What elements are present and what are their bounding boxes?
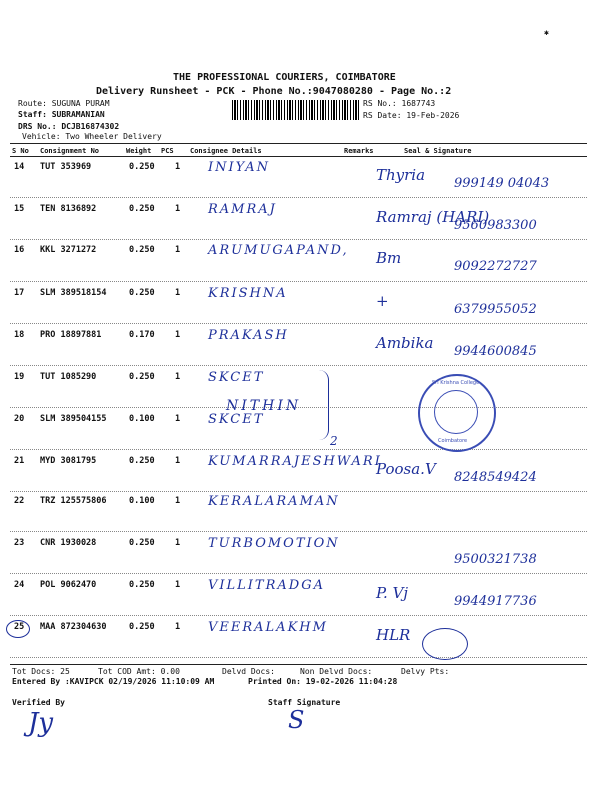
row-consignment: SLM 389504155 [40,414,107,424]
row-consignee-name: VILLITRADGA [208,578,325,593]
row-divider [10,531,587,532]
tot-cod: Tot COD Amt: 0.00 [98,667,180,676]
stamp-sub: Coimbatore [438,438,468,444]
row-signature-phone: 9500321738 [454,552,537,567]
row-pcs: 1 [175,372,181,382]
row-divider [10,573,587,574]
row-25-circle [6,620,30,638]
row-consignee-name: KRISHNA [208,286,288,301]
row-signature-phone: 9560983300 [454,218,537,233]
row-weight: 0.100 [129,414,155,424]
row-pcs: 1 [175,330,181,340]
stamp-name: Sri Krishna College [432,380,480,386]
row-consignment: TUT 353969 [40,162,92,172]
row-consignment: MYD 3081795 [40,456,97,466]
row-pcs: 1 [175,496,181,506]
vehicle-label: Vehicle: Two Wheeler Delivery [22,132,162,141]
row-consignee-name: RAMRAJ [208,202,277,217]
row-weight: 0.250 [129,162,155,172]
row-signature: Ambika [376,334,434,352]
footer-top-rule [10,664,587,665]
row-signature-phone: 999149 04043 [454,176,550,191]
verified-signature: Jy [28,708,54,738]
row-signature: Thyria [376,166,426,184]
verified-by-label: Verified By [12,698,65,707]
row-signature-phone: 9944600845 [454,344,537,359]
row-consignee-name: VEERALAKHM [208,620,328,635]
staff-signature-label: Staff Signature [268,698,341,707]
col-seal: Seal & Signature [404,147,472,155]
row-pcs: 1 [175,414,181,424]
row-consignment: PRO 18897881 [40,330,102,340]
row-pcs: 1 [175,245,181,255]
row-divider [10,239,587,240]
row-sno: 19 [14,372,25,382]
row-weight: 0.170 [129,330,155,340]
drs-label: DRS No.: DCJB16874302 [18,122,120,131]
row-weight: 0.250 [129,622,155,632]
row-consignment: MAA 872304630 [40,622,107,632]
row-sno: 24 [14,580,25,590]
row-consignment: TRZ 125575806 [40,496,107,506]
staff-signature-mark: S [288,706,305,734]
staff-label: Staff: SUBRAMANIAN [18,110,105,119]
row-weight: 0.250 [129,288,155,298]
rs-date: RS Date: 19-Feb-2026 [363,111,460,120]
row-consignee-name: KUMARRAJESHWARI [208,454,382,469]
hlr-circle [422,628,468,660]
row-divider [10,365,587,366]
row-pcs: 1 [175,580,181,590]
row-consignee-name: SKCET [208,370,265,385]
header-bottom-rule [10,156,587,157]
header-top-rule [10,143,587,144]
row-sno: 16 [14,245,25,255]
col-consignee: Consignee Details [190,147,262,155]
row-signature: P. Vj [376,584,409,602]
row-signature: HLR [376,626,411,644]
row-consignment: TUT 1085290 [40,372,97,382]
row-sno: 18 [14,330,25,340]
company-title: THE PROFESSIONAL COURIERS, COIMBATORE [173,72,396,83]
delvy-pts: Delvy Pts: [401,667,450,676]
row-consignee-name: SKCET [208,412,265,427]
non-delvd-docs: Non Delvd Docs: [300,667,373,676]
col-sno: S No [12,147,29,155]
row-consignee-name: TURBOMOTION [208,536,340,551]
corner-mark: ✱ [544,28,549,37]
row-weight: 0.250 [129,580,155,590]
row-sno: 23 [14,538,25,548]
row-divider [10,323,587,324]
col-remarks: Remarks [344,147,374,155]
row-sno: 14 [14,162,25,172]
col-consignment: Consignment No [40,147,100,155]
row-consignment: TEN 8136892 [40,204,97,214]
printed-on: Printed On: 19-02-2026 11:04:28 [248,677,398,686]
row-signature: Poosa.V [376,460,436,478]
row-divider [10,615,587,616]
stamp-inner-ring [434,390,478,434]
row-divider [10,491,587,492]
row-consignee-name: PRAKASH [208,328,289,343]
row-sno: 25 [14,622,25,632]
row-weight: 0.250 [129,456,155,466]
row-consignment: CNR 1930028 [40,538,97,548]
row-weight: 0.250 [129,204,155,214]
row-consignee-name: ARUMUGAPAND, [208,243,349,258]
row-signature-phone: 9944917736 [454,594,537,609]
row-weight: 0.100 [129,496,155,506]
row-signature: Ramraj (HARI) [376,208,490,226]
row-consignment: KKL 3271272 [40,245,97,255]
row-signature: + [376,292,389,310]
row-divider [10,657,587,658]
row-sno: 17 [14,288,25,298]
handwritten-nithin: NITHIN [226,398,302,414]
row-signature: Bm [376,249,402,267]
row-weight: 0.250 [129,245,155,255]
barcode [232,100,360,120]
row-pcs: 1 [175,204,181,214]
row-pcs: 1 [175,288,181,298]
row-consignment: POL 9062470 [40,580,97,590]
row-consignee-name: INIYAN [208,160,270,175]
handwritten-count: 2 [330,434,338,448]
row-pcs: 1 [175,538,181,548]
row-sno: 22 [14,496,25,506]
row-sno: 21 [14,456,25,466]
college-stamp [418,374,496,452]
runsheet-subtitle: Delivery Runsheet - PCK - Phone No.:9047080280 - Page No.:2 [96,86,452,97]
row-signature-phone: 6379955052 [454,302,537,317]
row-weight: 0.250 [129,372,155,382]
row-consignee-name: KERALARAMAN [208,494,340,509]
row-divider [10,197,587,198]
col-weight: Weight [126,147,152,155]
entered-by: Entered By :KAVIPCK 02/19/2026 11:10:09 AM [12,677,215,686]
row-signature-phone: 8248549424 [454,470,537,485]
row-sno: 15 [14,204,25,214]
route-label: Route: SUGUNA PURAM [18,99,110,108]
row-pcs: 1 [175,162,181,172]
rs-number: RS No.: 1687743 [363,99,436,108]
row-divider [10,281,587,282]
row-pcs: 1 [175,456,181,466]
row-signature-phone: 9092272727 [454,259,537,274]
row-divider [10,449,587,450]
row-pcs: 1 [175,622,181,632]
row-sno: 20 [14,414,25,424]
delvd-docs: Delvd Docs: [222,667,275,676]
tot-docs: Tot Docs: 25 [12,667,70,676]
row-weight: 0.250 [129,538,155,548]
skcet-bracket [314,370,329,440]
col-pcs: PCS [161,147,174,155]
row-consignment: SLM 389518154 [40,288,107,298]
